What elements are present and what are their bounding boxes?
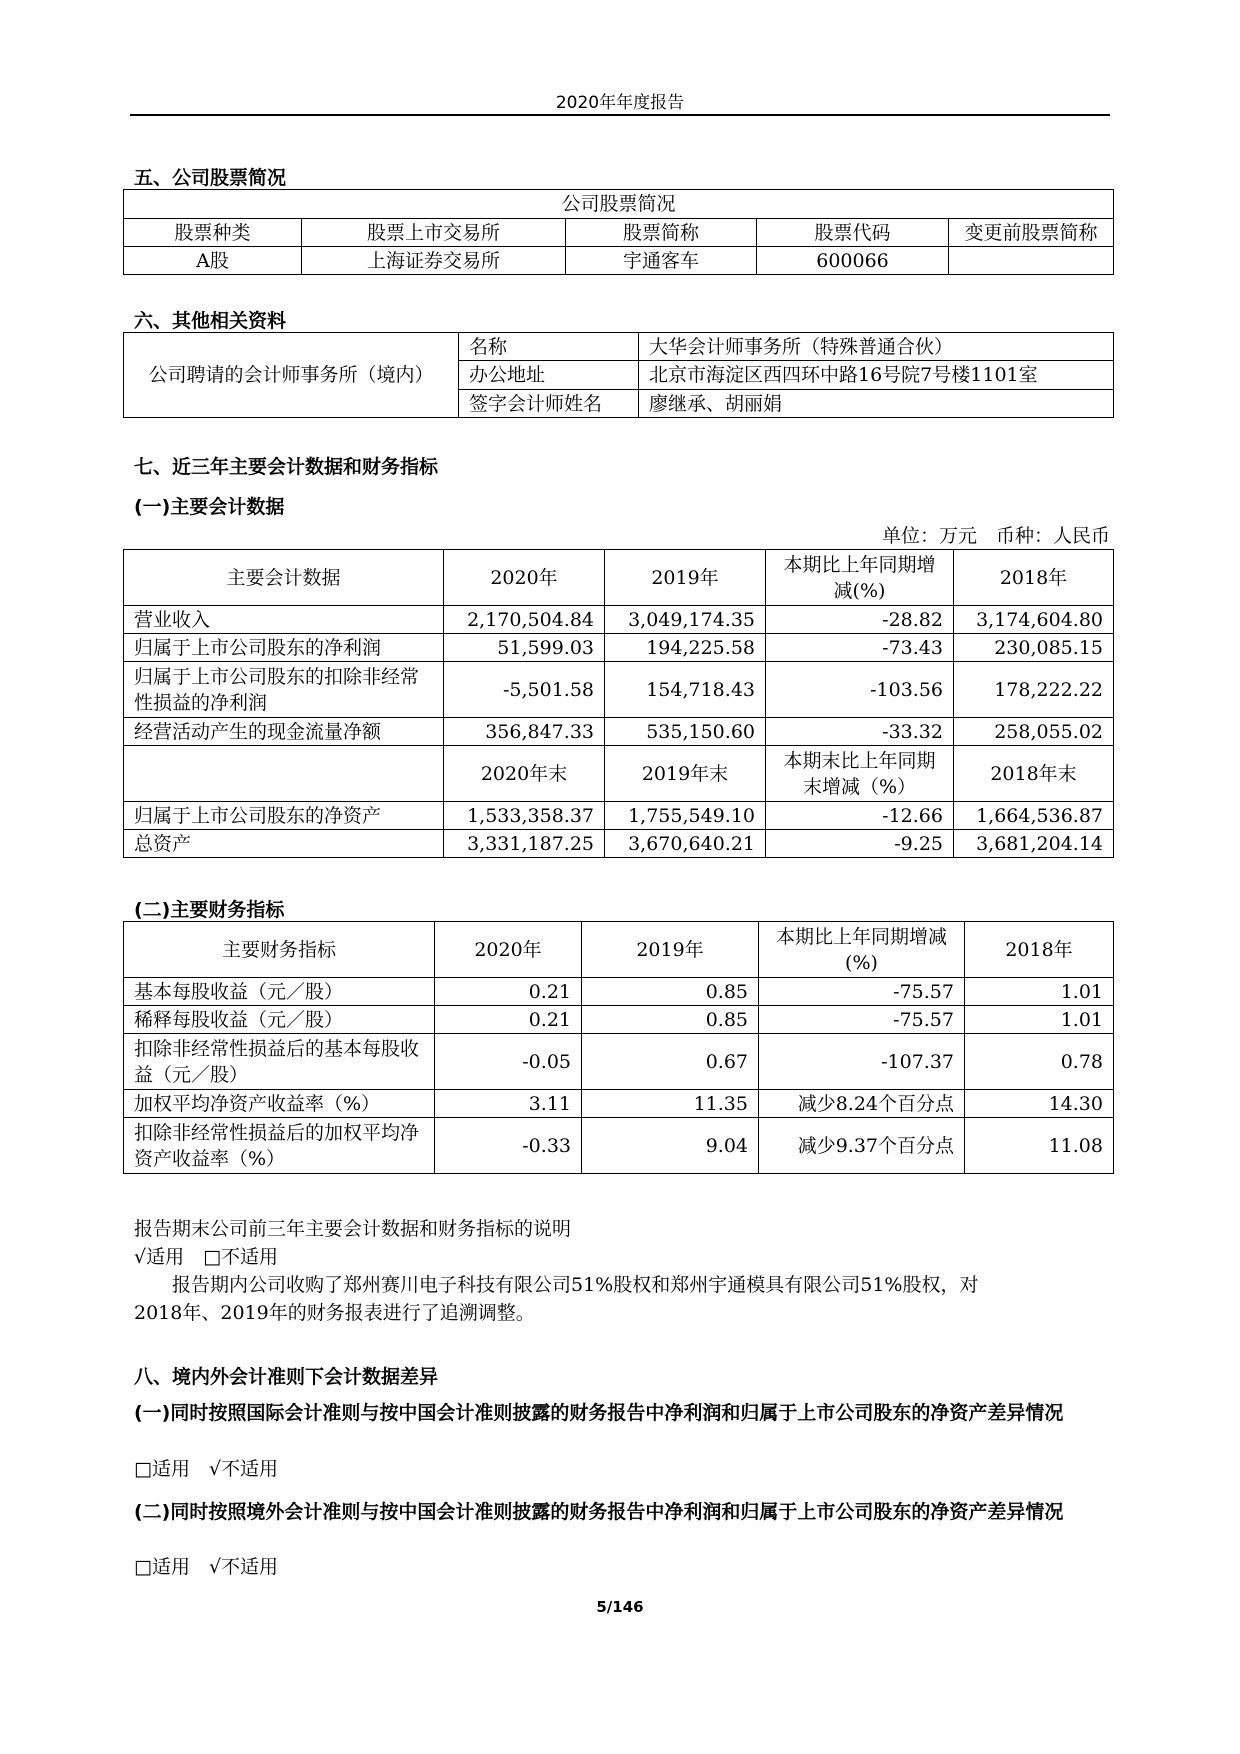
t1-header: 2020年: [444, 550, 605, 606]
auditor-label: 名称: [459, 333, 639, 361]
t2-row-label: 扣除非经常性损益后的加权平均净资产收益率（%）: [124, 1118, 435, 1174]
t2-row-label: 稀释每股收益（元／股）: [124, 1006, 435, 1034]
t1-header: 2019年: [605, 550, 766, 606]
t2-row-label: 加权平均净资产收益率（%）: [124, 1090, 435, 1118]
t1-cell: -33.32: [766, 718, 954, 746]
t2-cell: -75.57: [759, 1006, 965, 1034]
stock-header: 股票上市交易所: [302, 219, 566, 247]
note-text-line2: 2018年、2019年的财务报表进行了追溯调整。: [134, 1302, 535, 1324]
t1-cell: 3,681,204.14: [954, 830, 1114, 858]
t1-cell: -5,501.58: [444, 662, 605, 718]
auditor-label: 办公地址: [459, 361, 639, 390]
t1-cell: 230,085.15: [954, 634, 1114, 662]
t1-cell: 3,670,640.21: [605, 830, 766, 858]
t1-cell: 1,755,549.10: [605, 802, 766, 830]
t2-row-label: 扣除非经常性损益后的基本每股收益（元／股）: [124, 1034, 435, 1090]
stock-cell: A股: [124, 247, 302, 275]
page-header: 2020年年度报告: [555, 93, 685, 113]
t2-header: 主要财务指标: [124, 922, 435, 978]
stock-table: [123, 189, 1114, 275]
t1-cell: 535,150.60: [605, 718, 766, 746]
stock-header: 股票简称: [566, 219, 757, 247]
section7-title: 七、近三年主要会计数据和财务指标: [134, 456, 439, 478]
t2-cell: -107.37: [759, 1034, 965, 1090]
t1-header: 2018年: [954, 550, 1114, 606]
stock-cell: [949, 247, 1114, 275]
t2-cell: -0.33: [435, 1118, 582, 1174]
t1-cell: 1,533,358.37: [444, 802, 605, 830]
auditor-group-label: 公司聘请的会计师事务所（境内）: [124, 333, 459, 418]
t1-cell: 1,664,536.87: [954, 802, 1114, 830]
section8-sub1-applicability: □适用 √不适用: [134, 1458, 279, 1480]
t1-row-label: 总资产: [124, 830, 444, 858]
t2-cell: 14.30: [965, 1090, 1114, 1118]
stock-header: 股票种类: [124, 219, 302, 247]
section6-title: 六、其他相关资料: [134, 310, 287, 332]
t1-cell: -73.43: [766, 634, 954, 662]
t1-cell: 356,847.33: [444, 718, 605, 746]
t2-cell: 减少9.37个百分点: [759, 1118, 965, 1174]
t2-cell: 0.67: [582, 1034, 759, 1090]
financial-indicators-table: [123, 921, 1114, 1174]
auditor-value: 北京市海淀区西四环中路16号院7号楼1101室: [639, 361, 1114, 390]
t1-row-label: 归属于上市公司股东的净利润: [124, 634, 444, 662]
t1-cell: 178,222.22: [954, 662, 1114, 718]
auditor-value: 廖继承、胡丽娟: [639, 390, 1114, 418]
t1-header2: 2018年末: [954, 746, 1114, 802]
section8-sub2-applicability: □适用 √不适用: [134, 1556, 279, 1578]
section8-sub1: (一)同时按照国际会计准则与按中国会计准则披露的财务报告中净利润和归属于上市公司股东的净资产差异情况: [134, 1402, 1064, 1424]
t1-cell: 51,599.03: [444, 634, 605, 662]
t2-cell: 0.78: [965, 1034, 1114, 1090]
t2-cell: -75.57: [759, 978, 965, 1006]
t1-header2: 本期末比上年同期末增减（%）: [766, 746, 954, 802]
t2-header: 2020年: [435, 922, 582, 978]
t2-cell: 0.85: [582, 978, 759, 1006]
t1-row-label: 经营活动产生的现金流量净额: [124, 718, 444, 746]
t1-cell: -12.66: [766, 802, 954, 830]
t2-header: 本期比上年同期增减(%): [759, 922, 965, 978]
t2-cell: 3.11: [435, 1090, 582, 1118]
auditor-label: 签字会计师姓名: [459, 390, 639, 418]
t1-cell: -103.56: [766, 662, 954, 718]
section7-sub1-title: (一)主要会计数据: [134, 496, 285, 518]
note-title: 报告期末公司前三年主要会计数据和财务指标的说明: [134, 1218, 572, 1240]
t1-row-label: 营业收入: [124, 606, 444, 634]
section5-title: 五、公司股票简况: [134, 167, 287, 189]
page-number: 5/146: [596, 1598, 644, 1616]
auditor-value: 大华会计师事务所（特殊普通合伙）: [639, 333, 1114, 361]
note-applicability: √适用 □不适用: [134, 1246, 279, 1268]
stock-cell: 600066: [757, 247, 949, 275]
note-text-line1: 报告期内公司收购了郑州赛川电子科技有限公司51%股权和郑州宇通模具有限公司51%股权，对: [172, 1274, 979, 1296]
t1-cell: -28.82: [766, 606, 954, 634]
header-rule: [130, 114, 1110, 116]
t2-cell: -0.05: [435, 1034, 582, 1090]
t2-cell: 11.08: [965, 1118, 1114, 1174]
t1-cell: 3,174,604.80: [954, 606, 1114, 634]
t1-cell: -9.25: [766, 830, 954, 858]
section8-title: 八、境内外会计准则下会计数据差异: [134, 1366, 439, 1388]
accounting-data-table: [123, 549, 1114, 858]
t2-header: 2018年: [965, 922, 1114, 978]
t2-cell: 0.21: [435, 978, 582, 1006]
t2-header: 2019年: [582, 922, 759, 978]
stock-table-caption: 公司股票简况: [124, 190, 1114, 219]
t1-header2: [124, 746, 444, 802]
t1-header2: 2020年末: [444, 746, 605, 802]
t1-cell: 3,049,174.35: [605, 606, 766, 634]
stock-cell: 上海证券交易所: [302, 247, 566, 275]
t1-header: 本期比上年同期增减(%): [766, 550, 954, 606]
t1-header2: 2019年末: [605, 746, 766, 802]
stock-cell: 宇通客车: [566, 247, 757, 275]
section8-sub2: (二)同时按照境外会计准则与按中国会计准则披露的财务报告中净利润和归属于上市公司股东的净资产差异情况: [134, 1501, 1064, 1523]
t1-header: 主要会计数据: [124, 550, 444, 606]
t1-cell: 194,225.58: [605, 634, 766, 662]
t1-cell: 3,331,187.25: [444, 830, 605, 858]
stock-header: 股票代码: [757, 219, 949, 247]
t1-row-label: 归属于上市公司股东的净资产: [124, 802, 444, 830]
t1-row-label: 归属于上市公司股东的扣除非经常性损益的净利润: [124, 662, 444, 718]
auditor-table: [123, 332, 1114, 418]
t2-row-label: 基本每股收益（元／股）: [124, 978, 435, 1006]
t2-cell: 1.01: [965, 978, 1114, 1006]
t2-cell: 减少8.24个百分点: [759, 1090, 965, 1118]
t1-cell: 154,718.43: [605, 662, 766, 718]
unit-note: 单位：万元 币种：人民币: [881, 525, 1110, 547]
t1-cell: 258,055.02: [954, 718, 1114, 746]
t2-cell: 0.85: [582, 1006, 759, 1034]
t2-cell: 9.04: [582, 1118, 759, 1174]
t2-cell: 0.21: [435, 1006, 582, 1034]
t2-cell: 11.35: [582, 1090, 759, 1118]
stock-header: 变更前股票简称: [949, 219, 1114, 247]
section7-sub2-title: (二)主要财务指标: [134, 899, 285, 921]
t1-cell: 2,170,504.84: [444, 606, 605, 634]
t2-cell: 1.01: [965, 1006, 1114, 1034]
